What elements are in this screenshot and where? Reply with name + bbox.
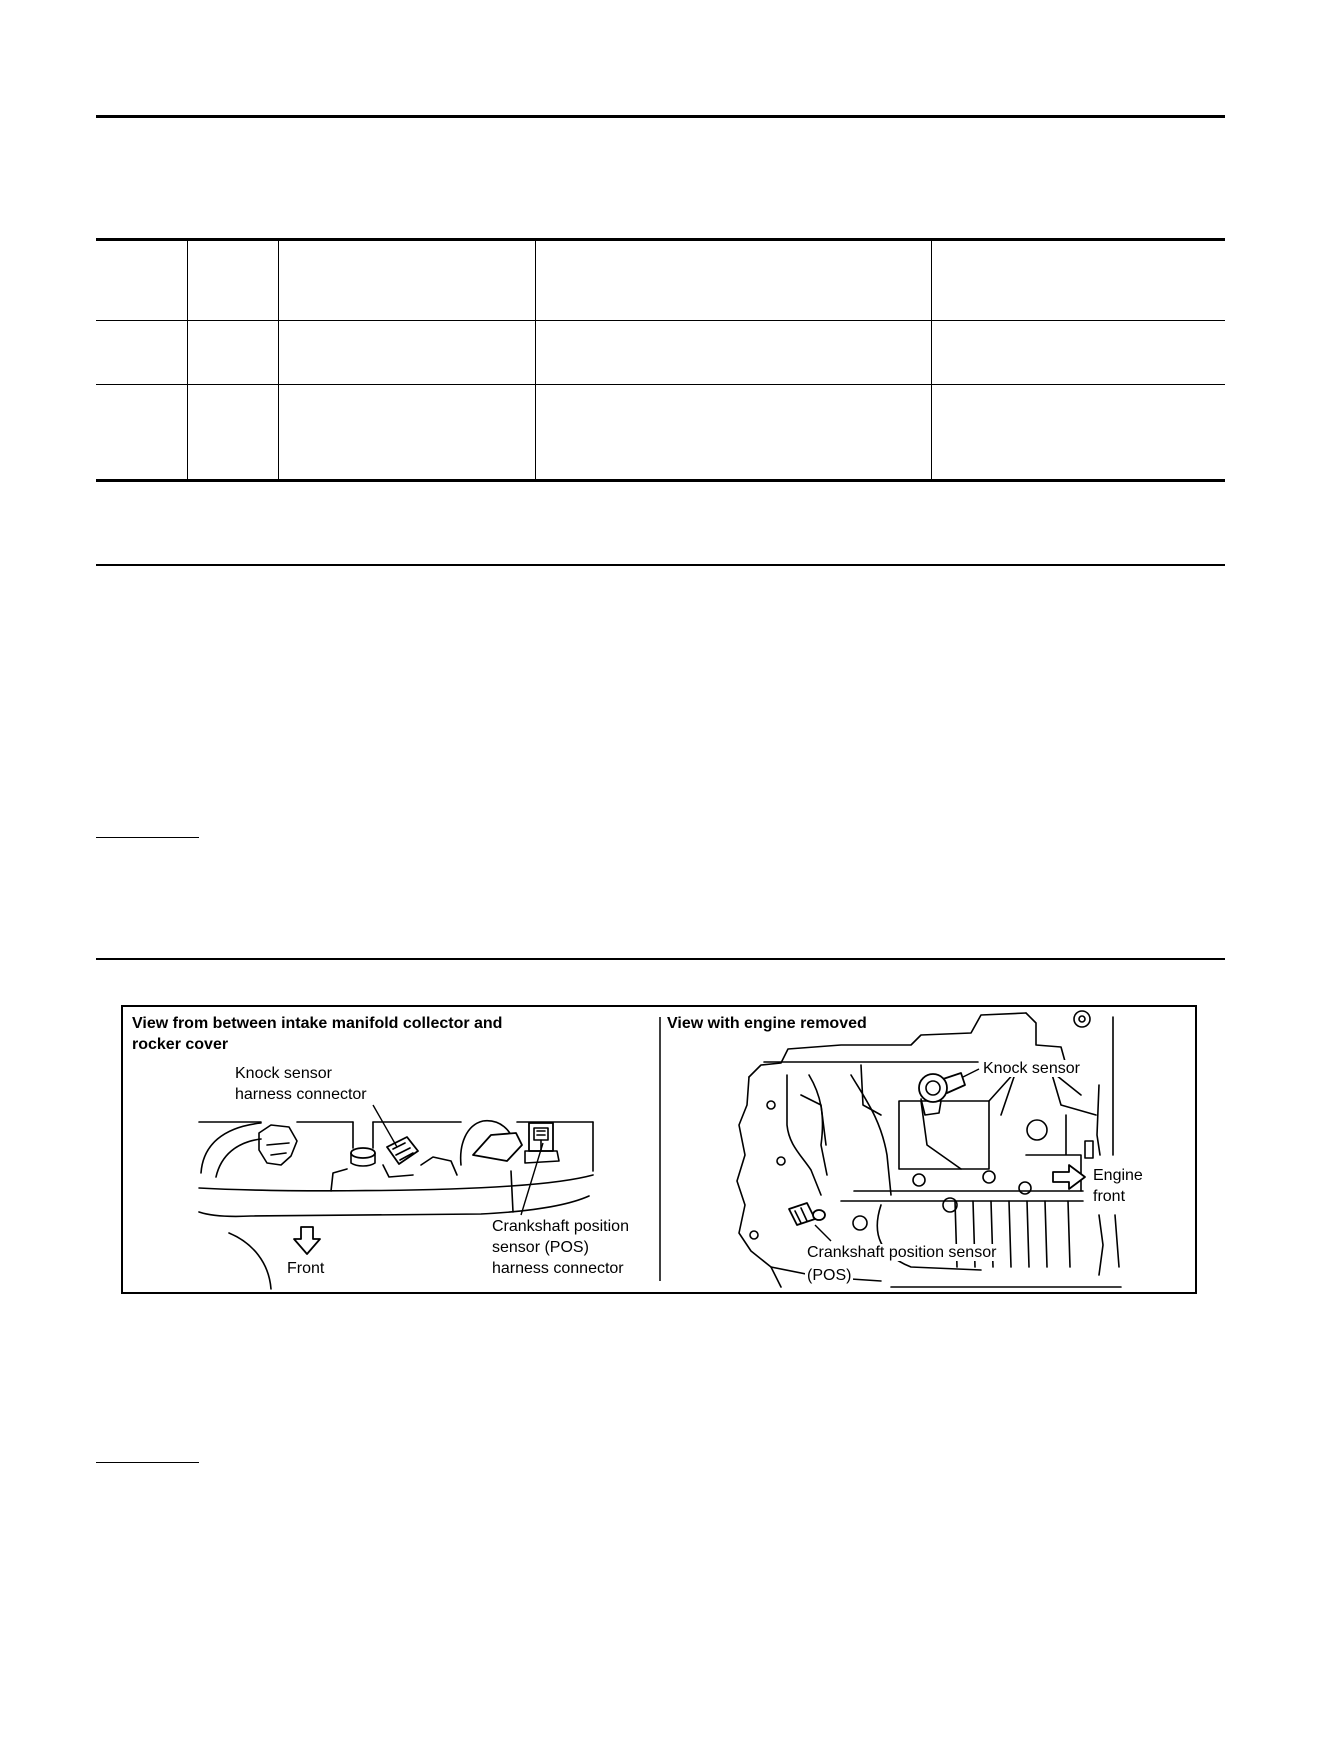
- section-rule: [96, 958, 1225, 960]
- engine-front-arrow-icon: [1053, 1165, 1085, 1189]
- table-cell: [187, 385, 278, 481]
- front-label: Front: [287, 1260, 325, 1277]
- label-line: (POS): [807, 1267, 852, 1284]
- label-line: Crankshaft position sensor: [807, 1244, 997, 1261]
- sensor-location-figure: [121, 1005, 1197, 1294]
- table-cell: [535, 321, 931, 385]
- table-cell: [931, 240, 1225, 321]
- table-cell: [535, 385, 931, 481]
- table-cell: [278, 321, 535, 385]
- engine-front-label: [1091, 1165, 1145, 1207]
- knock-connector-leader-line: [373, 1105, 397, 1147]
- table-cell: [931, 385, 1225, 481]
- table-cell: [278, 385, 535, 481]
- crankshaft-sensor-harness-connector-drawing: [525, 1123, 559, 1163]
- table-cell: [535, 240, 931, 321]
- label-line: Knock sensor: [235, 1065, 332, 1082]
- left-view-title-line: View from between intake manifold collector and: [132, 1015, 503, 1032]
- label-line: Crankshaft position: [492, 1218, 629, 1235]
- crankshaft-sensor-leader-line: [815, 1225, 831, 1241]
- left-view-title: [132, 1013, 502, 1055]
- knock-sensor-harness-connector-drawing: [383, 1137, 418, 1177]
- table-row: [96, 321, 1225, 385]
- label-line: sensor (POS): [492, 1239, 589, 1256]
- table-row: [96, 240, 1225, 321]
- table-cell: [278, 240, 535, 321]
- table-cell: [187, 321, 278, 385]
- spec-table: [96, 238, 1225, 482]
- knock-sensor-connector-label: [235, 1063, 367, 1105]
- knock-sensor-label: [981, 1058, 1082, 1079]
- header-rule: [96, 115, 1225, 118]
- table-cell: [931, 321, 1225, 385]
- table-row: [96, 385, 1225, 481]
- label-line: Engine: [1093, 1167, 1143, 1184]
- right-view-title: View with engine removed: [667, 1015, 867, 1032]
- left-view-title-line: rocker cover: [132, 1036, 229, 1053]
- crankshaft-position-sensor-label: [805, 1241, 998, 1287]
- front-arrow-icon: [294, 1227, 320, 1254]
- label-line: harness connector: [492, 1260, 624, 1277]
- crankshaft-position-sensor-drawing: [789, 1203, 825, 1225]
- label-line: Knock sensor: [983, 1060, 1080, 1077]
- crankshaft-sensor-connector-label: [492, 1216, 629, 1279]
- knock-sensor-drawing: [919, 1073, 965, 1115]
- label-line: front: [1093, 1188, 1126, 1205]
- short-underline: [96, 1462, 199, 1463]
- table-cell: [96, 321, 187, 385]
- knock-sensor-leader-line: [963, 1069, 979, 1077]
- table-cell: [187, 240, 278, 321]
- table-cell: [96, 240, 187, 321]
- label-line: harness connector: [235, 1086, 367, 1103]
- table-cell: [96, 385, 187, 481]
- short-underline: [96, 837, 199, 838]
- section-rule: [96, 564, 1225, 566]
